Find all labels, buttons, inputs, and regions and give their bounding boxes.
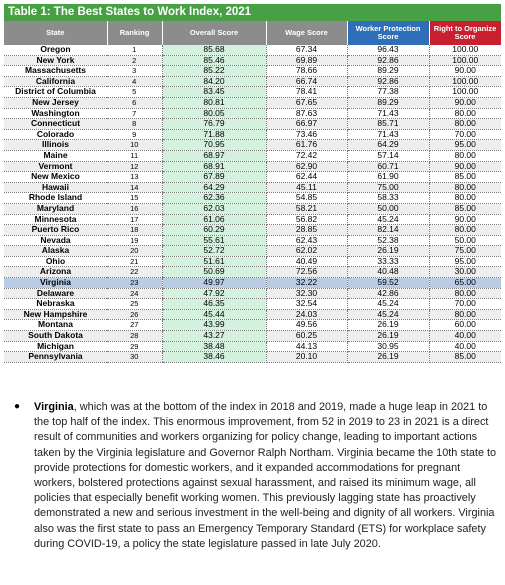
cell-overall-score: 80.81	[162, 97, 266, 108]
cell-overall-score: 52.72	[162, 246, 266, 257]
cell-ranking: 8	[107, 119, 162, 130]
cell-right-to-organize-score: 100.00	[429, 55, 501, 66]
table-row	[4, 119, 501, 130]
cell-wage-score: 32.54	[266, 299, 347, 310]
cell-state: New Mexico	[4, 172, 107, 183]
table-row	[4, 309, 501, 320]
cell-overall-score: 83.45	[162, 87, 266, 98]
col-header-ranking: Ranking	[107, 21, 162, 45]
table-row	[4, 320, 501, 331]
cell-right-to-organize-score: 85.00	[429, 203, 501, 214]
cell-worker-protection-score: 50.00	[347, 203, 429, 214]
cell-wage-score: 66.97	[266, 119, 347, 130]
cell-worker-protection-score: 45.24	[347, 299, 429, 310]
cell-worker-protection-score: 60.71	[347, 161, 429, 172]
cell-wage-score: 20.10	[266, 352, 347, 363]
cell-ranking: 10	[107, 140, 162, 151]
cell-overall-score: 70.95	[162, 140, 266, 151]
cell-state: Ohio	[4, 256, 107, 267]
cell-right-to-organize-score: 90.00	[429, 161, 501, 172]
table-row	[4, 341, 501, 352]
cell-state: Colorado	[4, 129, 107, 140]
cell-right-to-organize-score: 95.00	[429, 140, 501, 151]
cell-state: Michigan	[4, 341, 107, 352]
cell-ranking: 2	[107, 55, 162, 66]
table-row	[4, 193, 501, 204]
table-body	[4, 45, 501, 362]
virginia-bullet	[14, 400, 500, 552]
cell-overall-score: 62.36	[162, 193, 266, 204]
cell-ranking: 29	[107, 341, 162, 352]
cell-worker-protection-score: 45.24	[347, 309, 429, 320]
cell-right-to-organize-score: 75.00	[429, 246, 501, 257]
cell-overall-score: 51.61	[162, 256, 266, 267]
cell-worker-protection-score: 92.86	[347, 76, 429, 87]
table-title: Table 1: The Best States to Work Index, 2021	[4, 4, 501, 21]
cell-overall-score: 50.69	[162, 267, 266, 278]
table-row	[4, 76, 501, 87]
cell-ranking: 3	[107, 66, 162, 77]
cell-worker-protection-score: 61.90	[347, 172, 429, 183]
cell-right-to-organize-score: 85.00	[429, 172, 501, 183]
cell-state: Montana	[4, 320, 107, 331]
table-row	[4, 87, 501, 98]
cell-ranking: 28	[107, 331, 162, 342]
cell-overall-score: 64.29	[162, 182, 266, 193]
cell-right-to-organize-score: 40.00	[429, 331, 501, 342]
cell-ranking: 17	[107, 214, 162, 225]
cell-ranking: 6	[107, 97, 162, 108]
cell-overall-score: 43.99	[162, 320, 266, 331]
cell-wage-score: 62.02	[266, 246, 347, 257]
cell-wage-score: 54.85	[266, 193, 347, 204]
cell-wage-score: 78.41	[266, 87, 347, 98]
cell-state: Virginia	[4, 278, 107, 289]
cell-right-to-organize-score: 50.00	[429, 235, 501, 246]
cell-worker-protection-score: 89.29	[347, 97, 429, 108]
cell-wage-score: 60.25	[266, 331, 347, 342]
cell-worker-protection-score: 64.29	[347, 140, 429, 151]
cell-state: Oregon	[4, 45, 107, 55]
best-states-table	[4, 21, 502, 363]
cell-right-to-organize-score: 80.00	[429, 119, 501, 130]
cell-right-to-organize-score: 70.00	[429, 299, 501, 310]
table-row	[4, 45, 501, 55]
cell-ranking: 20	[107, 246, 162, 257]
cell-right-to-organize-score: 80.00	[429, 309, 501, 320]
cell-ranking: 23	[107, 278, 162, 289]
col-header-wage-score: Wage Score	[266, 21, 347, 45]
cell-right-to-organize-score: 80.00	[429, 193, 501, 204]
cell-ranking: 14	[107, 182, 162, 193]
cell-worker-protection-score: 92.86	[347, 55, 429, 66]
table-row	[4, 352, 501, 363]
cell-ranking: 15	[107, 193, 162, 204]
table-row	[4, 214, 501, 225]
cell-state: Pennsylvania	[4, 352, 107, 363]
cell-wage-score: 62.43	[266, 235, 347, 246]
cell-state: Delaware	[4, 288, 107, 299]
cell-overall-score: 55.61	[162, 235, 266, 246]
cell-overall-score: 68.97	[162, 150, 266, 161]
cell-ranking: 30	[107, 352, 162, 363]
table-row	[4, 235, 501, 246]
cell-right-to-organize-score: 100.00	[429, 45, 501, 55]
cell-wage-score: 32.30	[266, 288, 347, 299]
cell-wage-score: 62.44	[266, 172, 347, 183]
table-row	[4, 203, 501, 214]
cell-worker-protection-score: 59.52	[347, 278, 429, 289]
cell-wage-score: 62.90	[266, 161, 347, 172]
cell-overall-score: 38.48	[162, 341, 266, 352]
cell-state: Vermont	[4, 161, 107, 172]
cell-overall-score: 46.35	[162, 299, 266, 310]
table-row	[4, 66, 501, 77]
cell-overall-score: 84.20	[162, 76, 266, 87]
cell-state: Maryland	[4, 203, 107, 214]
cell-worker-protection-score: 42.86	[347, 288, 429, 299]
cell-wage-score: 73.46	[266, 129, 347, 140]
cell-wage-score: 67.65	[266, 97, 347, 108]
cell-right-to-organize-score: 100.00	[429, 87, 501, 98]
cell-worker-protection-score: 26.19	[347, 331, 429, 342]
cell-overall-score: 71.88	[162, 129, 266, 140]
cell-wage-score: 69.89	[266, 55, 347, 66]
cell-state: Massachusetts	[4, 66, 107, 77]
col-header-worker-protection-score: Worker Protection Score	[347, 21, 429, 45]
cell-wage-score: 72.56	[266, 267, 347, 278]
cell-overall-score: 85.22	[162, 66, 266, 77]
cell-wage-score: 58.21	[266, 203, 347, 214]
table-row	[4, 288, 501, 299]
cell-ranking: 13	[107, 172, 162, 183]
cell-worker-protection-score: 96.43	[347, 45, 429, 55]
cell-wage-score: 87.63	[266, 108, 347, 119]
table-row	[4, 256, 501, 267]
cell-wage-score: 72.42	[266, 150, 347, 161]
cell-wage-score: 66.74	[266, 76, 347, 87]
cell-right-to-organize-score: 70.00	[429, 129, 501, 140]
cell-right-to-organize-score: 80.00	[429, 150, 501, 161]
cell-ranking: 27	[107, 320, 162, 331]
cell-wage-score: 24.03	[266, 309, 347, 320]
cell-state: South Dakota	[4, 331, 107, 342]
cell-overall-score: 85.46	[162, 55, 266, 66]
cell-worker-protection-score: 26.19	[347, 246, 429, 257]
cell-worker-protection-score: 58.33	[347, 193, 429, 204]
table-row	[4, 140, 501, 151]
cell-ranking: 12	[107, 161, 162, 172]
table-row	[4, 278, 501, 289]
cell-state: New York	[4, 55, 107, 66]
table-row	[4, 225, 501, 236]
cell-ranking: 18	[107, 225, 162, 236]
cell-worker-protection-score: 75.00	[347, 182, 429, 193]
cell-wage-score: 49.56	[266, 320, 347, 331]
cell-overall-score: 85.68	[162, 45, 266, 55]
cell-right-to-organize-score: 40.00	[429, 341, 501, 352]
cell-worker-protection-score: 57.14	[347, 150, 429, 161]
cell-overall-score: 67.89	[162, 172, 266, 183]
table-row	[4, 97, 501, 108]
col-header-state: State	[4, 21, 107, 45]
cell-right-to-organize-score: 60.00	[429, 320, 501, 331]
table-header-row	[4, 21, 501, 45]
cell-state: New Hampshire	[4, 309, 107, 320]
cell-ranking: 24	[107, 288, 162, 299]
table-row	[4, 161, 501, 172]
cell-ranking: 19	[107, 235, 162, 246]
cell-state: Washington	[4, 108, 107, 119]
cell-right-to-organize-score: 90.00	[429, 214, 501, 225]
cell-worker-protection-score: 71.43	[347, 129, 429, 140]
table-row	[4, 182, 501, 193]
cell-worker-protection-score: 82.14	[347, 225, 429, 236]
cell-right-to-organize-score: 80.00	[429, 288, 501, 299]
cell-state: District of Columbia	[4, 87, 107, 98]
cell-state: Nevada	[4, 235, 107, 246]
cell-ranking: 9	[107, 129, 162, 140]
cell-right-to-organize-score: 95.00	[429, 256, 501, 267]
cell-overall-score: 47.92	[162, 288, 266, 299]
cell-worker-protection-score: 40.48	[347, 267, 429, 278]
cell-ranking: 5	[107, 87, 162, 98]
cell-overall-score: 68.91	[162, 161, 266, 172]
cell-wage-score: 45.11	[266, 182, 347, 193]
cell-right-to-organize-score: 65.00	[429, 278, 501, 289]
cell-wage-score: 78.66	[266, 66, 347, 77]
cell-state: Puerto Rico	[4, 225, 107, 236]
cell-ranking: 22	[107, 267, 162, 278]
bullet-text: , which was at the bottom of the index in 2018 and 2019, made a huge leap in 2021 to the top half of the index. This enormous improvement, from 52 in 2019 to 23 in 2021 is a direct result of communities and workers organizing for policy change, leading to important actions taken by the Virginia legislature and Governor Ralph Northam. Virginia became the 10th state to provide protections for domestic workers, and it expanded accommodations for pregnant workers, bolstered protections against sexual harassment, and raised its minimum wage, all policies that especially benefit working women. This previously lagging state has proactively demonstrated a new and serious investment in the well-being and dignity of all workers. Virginia also was the first state to pass an Emergency Temporary Standard (ETS) for workplace safety during COVID-19, a policy the state legislature passed in late July 2020.	[34, 401, 497, 550]
cell-state: Maine	[4, 150, 107, 161]
cell-right-to-organize-score: 80.00	[429, 225, 501, 236]
bullet-dot-icon: ●	[14, 401, 21, 412]
cell-overall-score: 60.29	[162, 225, 266, 236]
table-row	[4, 108, 501, 119]
cell-right-to-organize-score: 100.00	[429, 76, 501, 87]
cell-worker-protection-score: 85.71	[347, 119, 429, 130]
table-row	[4, 246, 501, 257]
cell-state: Hawaii	[4, 182, 107, 193]
table-row	[4, 331, 501, 342]
cell-worker-protection-score: 45.24	[347, 214, 429, 225]
table-row	[4, 55, 501, 66]
table-row	[4, 172, 501, 183]
cell-state: California	[4, 76, 107, 87]
table-row	[4, 299, 501, 310]
cell-overall-score: 62.03	[162, 203, 266, 214]
cell-ranking: 4	[107, 76, 162, 87]
cell-ranking: 11	[107, 150, 162, 161]
cell-wage-score: 56.82	[266, 214, 347, 225]
cell-state: Arizona	[4, 267, 107, 278]
cell-ranking: 1	[107, 45, 162, 55]
cell-wage-score: 40.49	[266, 256, 347, 267]
cell-wage-score: 67.34	[266, 45, 347, 55]
table-row	[4, 150, 501, 161]
cell-overall-score: 61.06	[162, 214, 266, 225]
col-header-overall-score: Overall Score	[162, 21, 266, 45]
cell-worker-protection-score: 52.38	[347, 235, 429, 246]
cell-right-to-organize-score: 85.00	[429, 352, 501, 363]
cell-overall-score: 45.44	[162, 309, 266, 320]
cell-worker-protection-score: 26.19	[347, 320, 429, 331]
cell-worker-protection-score: 30.95	[347, 341, 429, 352]
cell-right-to-organize-score: 90.00	[429, 66, 501, 77]
cell-worker-protection-score: 26.19	[347, 352, 429, 363]
cell-state: Rhode Island	[4, 193, 107, 204]
cell-state: Illinois	[4, 140, 107, 151]
cell-overall-score: 49.97	[162, 278, 266, 289]
table-row	[4, 129, 501, 140]
cell-overall-score: 76.79	[162, 119, 266, 130]
cell-right-to-organize-score: 90.00	[429, 97, 501, 108]
cell-ranking: 21	[107, 256, 162, 267]
cell-wage-score: 32.22	[266, 278, 347, 289]
cell-worker-protection-score: 89.29	[347, 66, 429, 77]
cell-ranking: 26	[107, 309, 162, 320]
cell-wage-score: 61.76	[266, 140, 347, 151]
cell-overall-score: 80.05	[162, 108, 266, 119]
cell-state: New Jersey	[4, 97, 107, 108]
cell-state: Minnesota	[4, 214, 107, 225]
cell-right-to-organize-score: 80.00	[429, 108, 501, 119]
cell-ranking: 16	[107, 203, 162, 214]
cell-state: Nebraska	[4, 299, 107, 310]
cell-state: Connecticut	[4, 119, 107, 130]
cell-ranking: 7	[107, 108, 162, 119]
cell-overall-score: 38.46	[162, 352, 266, 363]
cell-overall-score: 43.27	[162, 331, 266, 342]
col-header-right-to-organize-score: Right to Organize Score	[429, 21, 501, 45]
cell-state: Alaska	[4, 246, 107, 257]
cell-right-to-organize-score: 30.00	[429, 267, 501, 278]
cell-wage-score: 44.13	[266, 341, 347, 352]
cell-ranking: 25	[107, 299, 162, 310]
cell-right-to-organize-score: 80.00	[429, 182, 501, 193]
table-row	[4, 267, 501, 278]
cell-wage-score: 28.85	[266, 225, 347, 236]
cell-worker-protection-score: 33.33	[347, 256, 429, 267]
cell-worker-protection-score: 77.38	[347, 87, 429, 98]
cell-worker-protection-score: 71.43	[347, 108, 429, 119]
bullet-paragraph	[34, 400, 500, 552]
bullet-lead: Virginia	[34, 401, 74, 413]
